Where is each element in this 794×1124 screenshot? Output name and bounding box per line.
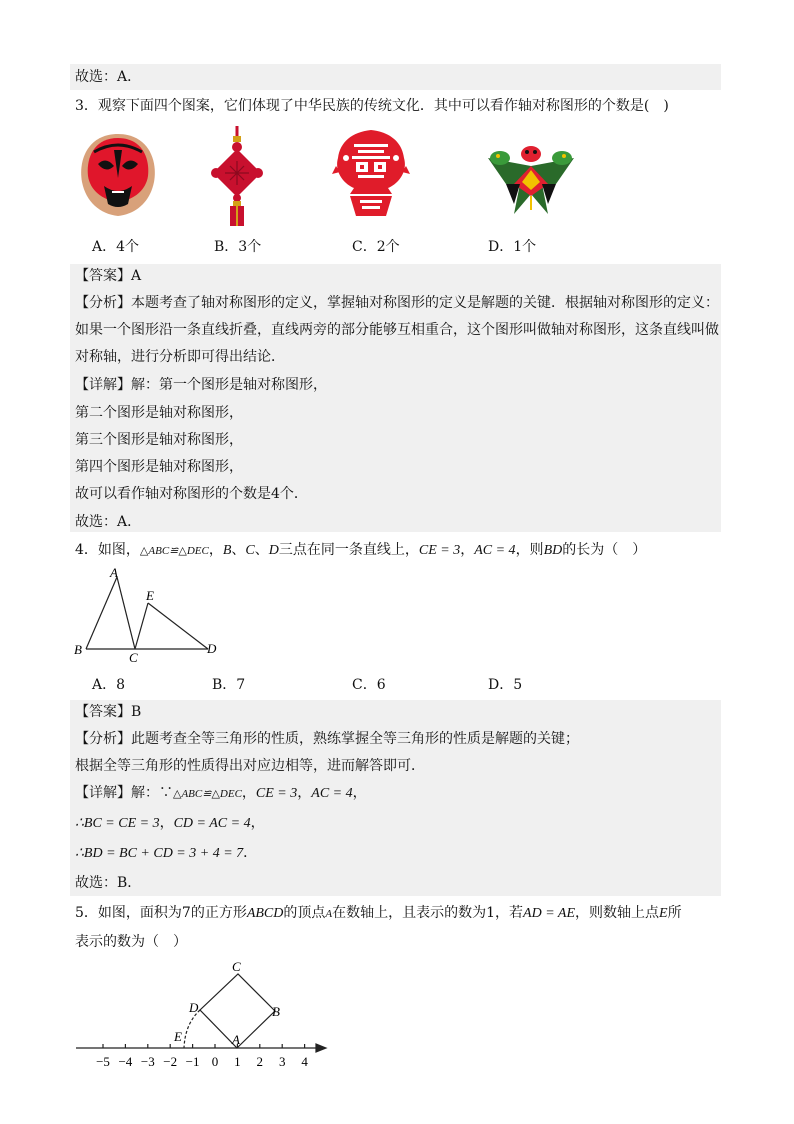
q5-tick-label: −3 xyxy=(140,1054,155,1069)
q5-tick-label: −1 xyxy=(185,1054,200,1069)
q3-detail-line-5: 故可以看作轴对称图形的个数是4个． xyxy=(75,486,308,502)
q5-point-e: E xyxy=(659,906,668,921)
q3-analysis-line-1: 【分析】本题考查了轴对称图形的定义，掌握轴对称图形的定义是解题的关键．根据轴对称图形的定义： xyxy=(75,295,719,311)
q4-detail-line-3 xyxy=(75,844,257,863)
q4-point-d: D xyxy=(268,543,279,558)
q5-stem-a: 5．如图，面积为7的正方形 xyxy=(75,905,247,921)
q5-stem-line-2: 表示的数为（ ） xyxy=(75,934,187,950)
q4-stem-end: 的长为（ ） xyxy=(562,542,647,558)
q4-detail-sep-4: ， xyxy=(159,815,174,831)
q4-seg-ac xyxy=(117,577,135,649)
q3-detail-line-2: 第二个图形是轴对称图形， xyxy=(75,405,243,421)
q4-detail-sep-5: ， xyxy=(250,815,265,831)
q4-label-e: E xyxy=(146,588,154,603)
shade-q2-end xyxy=(70,64,721,90)
q3-option-b: B．3个 xyxy=(214,239,262,255)
q4-detail-line-1 xyxy=(75,784,367,803)
q3-detail-line-3: 第三个图形是轴对称图形， xyxy=(75,432,243,448)
q4-congruence-expr: △ABC≌△DEC xyxy=(139,545,209,557)
q4-label-d: D xyxy=(207,641,217,656)
q4-label-a: A xyxy=(110,565,118,580)
q5-number-line-figure xyxy=(70,952,340,1074)
q4-seg-ce xyxy=(135,603,148,649)
q4-seg-ed xyxy=(148,603,208,649)
q4-sep-1: ， xyxy=(208,542,223,558)
q4-stem-mid: 三点在同一条直线上， xyxy=(278,542,419,558)
q4-ce-value: CE = 3 xyxy=(418,543,461,558)
q3-answer: 【答案】A xyxy=(75,268,142,284)
q4-stem-then: ，则 xyxy=(515,542,544,558)
q4-detail-bc: ∴BC = CE = 3 xyxy=(75,816,160,831)
q5-label-b: B xyxy=(272,1004,280,1019)
q4-dun-1: 、 xyxy=(231,542,246,558)
q4-seg-ba xyxy=(86,577,117,649)
q4-detail-line-2 xyxy=(75,814,265,833)
q4-detail-cd: CD = AC = 4 xyxy=(173,816,251,831)
q5-stem-e: 所 xyxy=(667,905,682,921)
q4-detail-bd: ∴BD = BC + CD = 3 + 4 = 7 xyxy=(75,846,244,861)
q4-option-a: A．8 xyxy=(92,677,126,693)
q5-tick-label: 3 xyxy=(278,1054,286,1069)
q5-arc xyxy=(184,1010,200,1048)
q4-stem xyxy=(75,541,646,560)
q3-option-c: C．2个 xyxy=(352,239,400,255)
q5-label-e: E xyxy=(174,1029,182,1044)
q5-tick-label: −4 xyxy=(118,1054,133,1069)
q4-answer: 【答案】B xyxy=(75,704,142,720)
q4-option-d: D．5 xyxy=(488,677,523,693)
q4-option-b: B．7 xyxy=(212,677,246,693)
q3-detail-line-4: 第四个图形是轴对称图形， xyxy=(75,459,243,475)
q4-analysis-line-1: 【分析】此题考查全等三角形的性质，熟练掌握全等三角形的性质是解题的关键； xyxy=(75,731,579,747)
q5-label-a: A xyxy=(232,1032,240,1047)
q4-detail-period: ． xyxy=(243,845,258,861)
q3-analysis-line-2: 如果一个图形沿一条直线折叠，直线两旁的部分能够互相重合，这个图形叫做轴对称图形，这条直线叫做 xyxy=(75,322,719,338)
q4-label-b: B xyxy=(74,642,82,657)
q5-point-a: A xyxy=(325,908,333,920)
q4-option-c: C．6 xyxy=(352,677,386,693)
q5-label-d: D xyxy=(189,1000,199,1015)
q5-square-name: ABCD xyxy=(246,906,284,921)
q5-condition: AD = AE xyxy=(523,906,576,921)
q3-analysis-line-3: 对称轴，进行分析即可得出结论． xyxy=(75,349,285,365)
q5-tick-label: −2 xyxy=(163,1054,178,1069)
q5-stem-d: ，则数轴上点 xyxy=(575,905,660,921)
q3-stem: 3．观察下面四个图案，它们体现了中华民族的传统文化．其中可以看作轴对称图形的个数是( ) xyxy=(75,98,669,114)
q4-detail-congruence: △ABC≌△DEC xyxy=(173,788,242,800)
q5-tick-label: 1 xyxy=(234,1054,241,1069)
q4-label-c: C xyxy=(129,650,138,665)
q4-analysis-line-2: 根据全等三角形的性质得出对应边相等，进而解答即可． xyxy=(75,758,425,774)
q3-image-opera-mask xyxy=(76,130,160,218)
q4-stem-prefix: 4．如图， xyxy=(75,542,140,558)
q3-image-chinese-knot xyxy=(208,124,266,228)
q4-figure xyxy=(70,565,230,665)
q3-conclusion: 故选：A． xyxy=(75,514,142,530)
q4-detail-head: 【详解】解：∵ xyxy=(75,785,173,801)
q4-dun-2: 、 xyxy=(254,542,269,558)
q5-tick-label: 0 xyxy=(211,1054,219,1069)
q4-detail-ce: CE = 3 xyxy=(255,786,298,801)
q4-conclusion: 故选：B． xyxy=(75,875,142,891)
q4-point-b: B xyxy=(222,543,232,558)
q4-sep-2: ， xyxy=(460,542,475,558)
q5-stem-line-1 xyxy=(75,904,682,923)
q4-ac-value: AC = 4 xyxy=(474,543,516,558)
q5-tick-label: 4 xyxy=(301,1054,308,1069)
q3-image-paper-cut xyxy=(332,128,410,218)
q4-detail-sep-2: ， xyxy=(297,785,312,801)
q4-point-c: C xyxy=(245,543,255,558)
q3-option-d: D．1个 xyxy=(488,239,537,255)
q2-conclusion: 故选：A． xyxy=(75,69,142,85)
q4-bd-label: BD xyxy=(543,543,563,558)
q4-detail-sep-1: ， xyxy=(241,785,256,801)
q3-image-kite xyxy=(486,144,576,216)
q5-tick-label: −5 xyxy=(96,1054,110,1069)
q5-tick-label: 2 xyxy=(256,1054,264,1069)
q3-detail-line-1: 【详解】解：第一个图形是轴对称图形， xyxy=(75,377,327,393)
q5-label-c: C xyxy=(232,959,241,974)
q3-option-a: A．4个 xyxy=(92,239,140,255)
q4-detail-sep-3: ， xyxy=(352,785,367,801)
q5-stem-c: 在数轴上，且表示的数为1，若 xyxy=(332,905,524,921)
q5-stem-b: 的顶点 xyxy=(283,905,326,921)
q5-axis-arrow xyxy=(316,1044,326,1052)
q4-detail-ac: AC = 4 xyxy=(311,786,353,801)
